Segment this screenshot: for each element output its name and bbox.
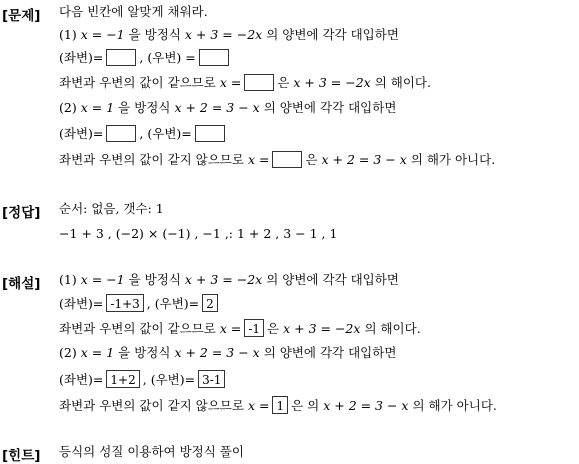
problem-line-5: (좌변)= , (우변)=: [59, 122, 228, 144]
explanation-line-4: (2) x = 1 을 방정식 x + 2 = 3 − x 의 양변에 각각 대입하면: [59, 344, 397, 360]
answer-line-2: −1 + 3 , (−2) × (−1) , −1 ,: 1 + 2 , 3 − 1 , 1: [59, 225, 338, 241]
explanation-line-2: (좌변)= -1+3 , (우변)= 2: [59, 292, 221, 314]
answer-box-5: 3-1: [198, 370, 225, 388]
explanation-line-5: (좌변)= 1+2 , (우변)= 3-1: [59, 368, 228, 390]
answer-box-1: -1+3: [106, 294, 143, 312]
problem-line-6: 좌변과 우변의 값이 같지 않으므로 x = 은 x + 2 = 3 − x 의 해가 아니다.: [59, 151, 496, 167]
answer-box-6: 1: [272, 396, 288, 414]
problem-tag: [문제]: [2, 8, 41, 24]
hint-tag: [힌트]: [2, 448, 41, 464]
problem-line-2: (좌변)= , (우변) =: [59, 46, 232, 68]
blank-box-4[interactable]: [106, 125, 136, 142]
answer-line-1: 순서: 없음, 갯수: 1: [59, 201, 164, 216]
answer-box-2: 2: [202, 294, 218, 312]
blank-box-2[interactable]: [199, 49, 229, 66]
blank-box-5[interactable]: [195, 125, 225, 142]
blank-box-1[interactable]: [106, 49, 136, 66]
explanation-line-1: (1) x = −1 을 방정식 x + 3 = −2x 의 양변에 각각 대입하면: [59, 271, 399, 287]
explanation-line-3: 좌변과 우변의 값이 같으므로 x = -1 은 x + 3 = −2x 의 해이다.: [59, 320, 421, 336]
blank-box-3[interactable]: [244, 74, 274, 91]
problem-line-3: 좌변과 우변의 값이 같으므로 x = 은 x + 3 = −2x 의 해이다.: [59, 74, 431, 90]
hint-line: 등식의 성질 이용하여 방정식 풀이: [59, 444, 244, 459]
problem-line-4: (2) x = 1 을 방정식 x + 2 = 3 − x 의 양변에 각각 대입하면: [59, 99, 397, 115]
problem-intro: 다음 빈칸에 알맞게 채워라.: [59, 4, 208, 19]
problem-line-1: (1) x = −1 을 방정식 x + 3 = −2x 의 양변에 각각 대입하면: [59, 26, 399, 42]
answer-tag: [정답]: [2, 205, 41, 221]
explanation-tag: [해설]: [2, 276, 41, 292]
answer-box-4: 1+2: [106, 370, 139, 388]
answer-box-3: -1: [244, 319, 264, 337]
blank-box-6[interactable]: [272, 151, 302, 168]
explanation-line-6: 좌변과 우변의 값이 같지 않으므로 x = 1 은 의 x + 2 = 3 − x 의 해가 아니다.: [59, 397, 497, 413]
